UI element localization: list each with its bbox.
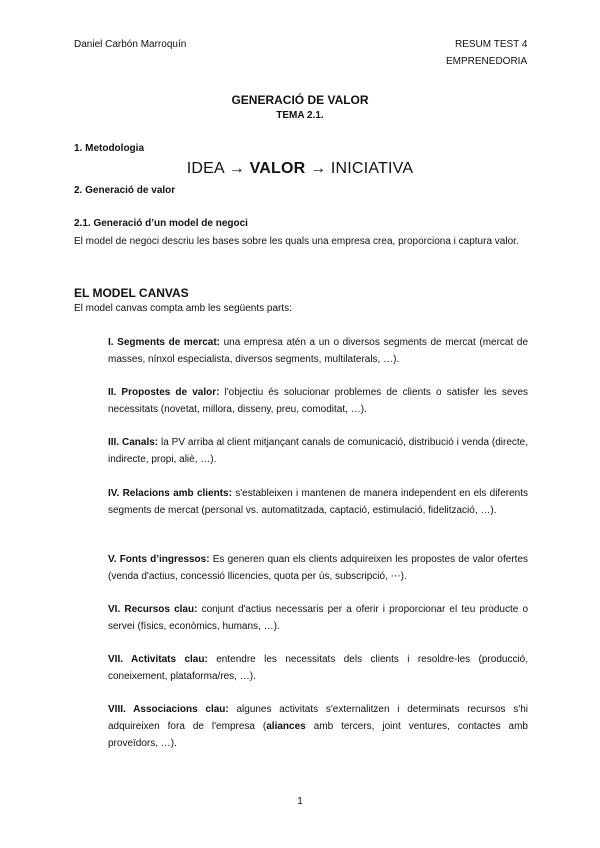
page-title: GENERACIÓ DE VALOR: [231, 93, 369, 107]
item-title: II. Propostes de valor:: [108, 387, 220, 398]
canvas-item-customer-relations: [108, 485, 528, 519]
item-text: algunes activitats s'externalitzen i determinats recursos s'hi adquireixen fora de l'empresa (: [108, 704, 528, 732]
item-text: Es generen quan els clients adquireixen les propostes de valor ofertes (venda d'actius, concessió llicencies, quota per ús, subscripció, ⋯).: [108, 554, 529, 582]
item-text: conjunt d'actius necessaris per a oferir i proporcionar el teu producte o servei (físics, econòmics, humans, …).: [108, 604, 529, 632]
canvas-item-value-propositions: [108, 384, 528, 418]
item-title: I. Segments de mercat:: [108, 337, 220, 348]
item-title: V. Fonts d’ingressos:: [108, 554, 210, 565]
arrow-right-icon: →: [310, 160, 327, 177]
item-text-bold: aliances: [266, 721, 306, 732]
section-2-1-text: El model de negoci descriu les bases sobre les quals una empresa crea, proporciona i captura valor.: [74, 236, 519, 247]
item-text: una empresa atén a un o diversos segments de mercat (mercat de masses, nínxol especialista, diversos segments, multilaterals, …).: [108, 337, 529, 365]
canvas-item-key-resources: [108, 601, 528, 635]
item-text: s'estableixen i mantenen de manera independent en els diferents segments de mercat (personal vs. automatitzada, captació, estimulació, fidelització, …).: [108, 488, 528, 516]
canvas-item-key-partnerships: [108, 701, 528, 752]
page-subtitle: TEMA 2.1.: [276, 110, 324, 121]
canvas-item-key-activities: [108, 651, 528, 685]
flow-valor: VALOR: [249, 160, 306, 177]
section-2-heading: 2. Generació de valor: [74, 185, 176, 196]
item-text: l'objectiu és solucionar problemes de clients o satisfer les seves necessitats (novetat, millora, disseny, preu, comoditat, …).: [108, 387, 529, 415]
flow-iniciativa: INICIATIVA: [330, 160, 414, 177]
item-title: VIII. Associacions clau:: [108, 704, 229, 715]
author-name: Daniel Carbón Marroquín: [74, 39, 187, 50]
item-title: VII. Activitats clau:: [108, 654, 208, 665]
flow-idea: IDEA: [186, 160, 225, 177]
canvas-item-channels: [108, 434, 528, 468]
canvas-item-segments: [108, 334, 528, 368]
item-title: VI. Recursos clau:: [108, 604, 198, 615]
item-text: la PV arriba al client mitjançant canals de comunicació, distribució i venda (directe, indirecte, propi, aliè, …).: [108, 437, 529, 465]
page-number: 1: [297, 796, 303, 807]
item-title: III. Canals:: [108, 437, 159, 448]
document-subject: EMPRENEDORIA: [446, 56, 528, 67]
canvas-heading: EL MODEL CANVAS: [74, 286, 189, 300]
document-title: RESUM TEST 4: [455, 39, 528, 50]
arrow-right-icon: →: [228, 160, 245, 177]
section-1-heading: 1. Metodologia: [74, 143, 144, 154]
item-title: IV. Relacions amb clients:: [108, 488, 232, 499]
idea-valor-iniciativa-flow: [0, 160, 600, 178]
canvas-intro: El model canvas compta amb les següents parts:: [74, 303, 292, 314]
item-text: amb tercers, joint ventures, contactes amb proveïdors, …).: [108, 721, 528, 749]
section-2-1-heading: 2.1. Generació d’un model de negoci: [74, 218, 248, 229]
canvas-item-revenue-streams: [108, 551, 528, 585]
item-text: entendre les necessitats dels clients i resoldre-les (producció, coneixement, plataforma/res, …).: [108, 654, 529, 682]
